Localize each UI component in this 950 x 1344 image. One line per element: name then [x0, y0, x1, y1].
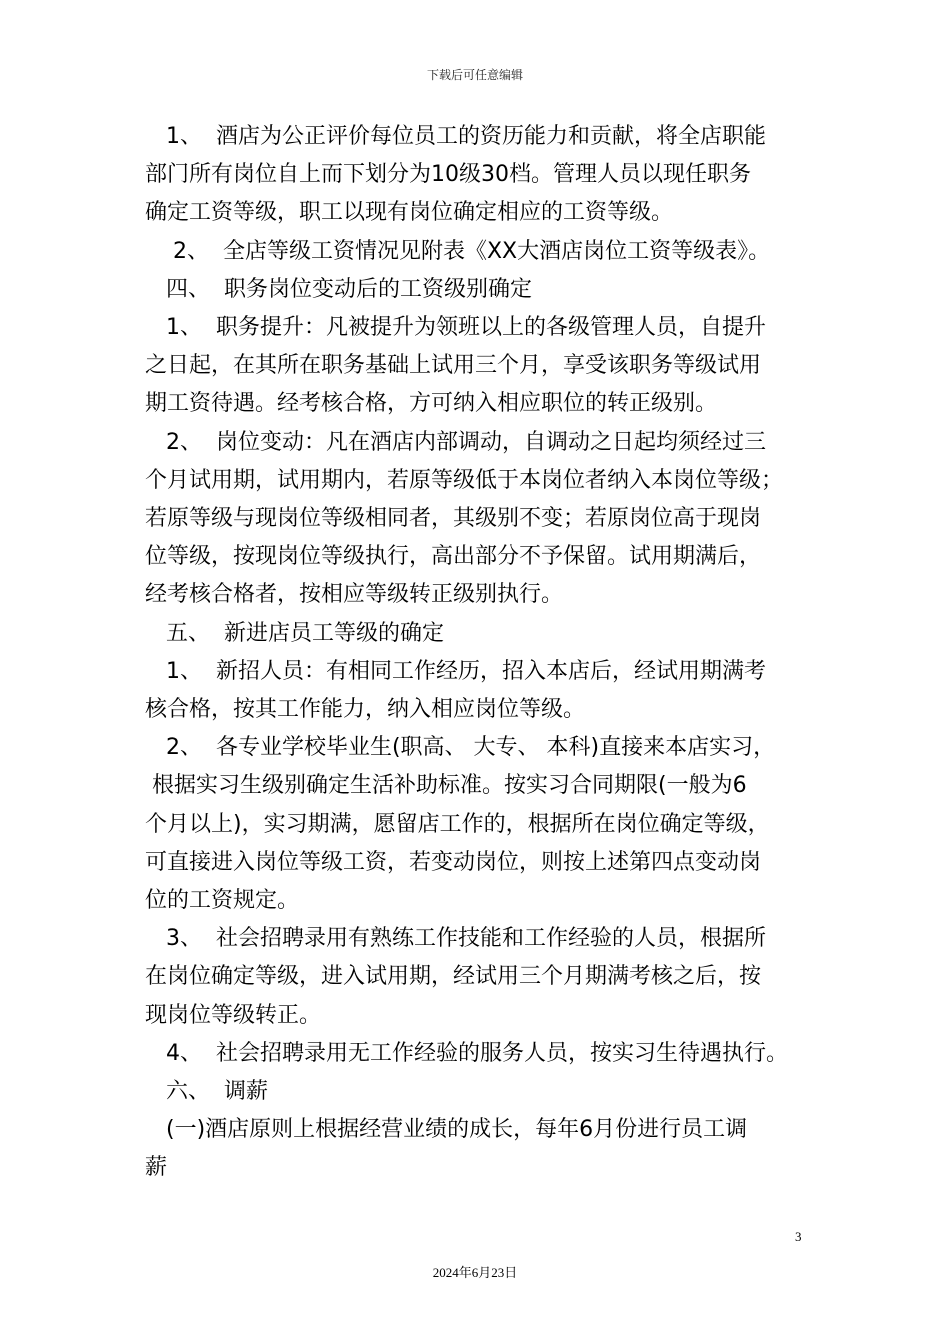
text-line: 核合格，按其工作能力，纳入相应岗位等级。: [145, 697, 586, 723]
text-line: 位等级，按现岗位等级执行，高出部分不予保留。试用期满后，: [145, 544, 762, 570]
section-heading: 五、 新进店员工等级的确定: [145, 620, 444, 646]
text-line: 期工资待遇。经考核合格，方可纳入相应职位的转正级别。: [145, 391, 718, 417]
text-line: 1、 酒店为公正评价每位员工的资历能力和贡献，将全店职能: [145, 124, 766, 149]
text-line: 个月试用期，试用期内，若原等级低于本岗位者纳入本岗位等级；: [145, 467, 784, 493]
text-line: 之日起，在其所在职务基础上试用三个月，享受该职务等级试用: [145, 353, 762, 379]
text-line: 确定工资等级，职工以现有岗位确定相应的工资等级。: [145, 200, 674, 226]
text-line: 可直接进入岗位等级工资，若变动岗位，则按上述第四点变动岗: [145, 849, 762, 875]
page-header: 下载后可任意编辑: [426, 68, 523, 82]
text-line: 2、 岗位变动：凡在酒店内部调动，自调动之日起均须经过三: [145, 429, 766, 455]
section-heading: 六、 调薪: [145, 1079, 268, 1105]
text-line: 若原等级与现岗位等级相同者，其级别不变；若原岗位高于现岗: [145, 506, 762, 532]
page-number: 3: [795, 1229, 802, 1244]
footer-date: 2024年6月23日: [432, 1265, 518, 1280]
text-line: 现岗位等级转正。: [145, 1002, 322, 1028]
document-body: [145, 118, 817, 1188]
text-line: 1、 新招人员：有相同工作经历，招入本店后，经试用期满考: [145, 658, 766, 684]
text-line: 3、 社会招聘录用有熟练工作技能和工作经验的人员，根据所: [145, 926, 766, 952]
text-line: 1、 职务提升：凡被提升为领班以上的各级管理人员，自提升: [145, 315, 766, 341]
text-line: 根据实习生级别确定生活补助标准。按实习合同期限(一般为6: [145, 773, 747, 799]
text-line: 薪: [145, 1155, 168, 1181]
text-line: 个月以上)，实习期满，愿留店工作的，根据所在岗位确定等级，: [145, 811, 770, 837]
text-line: (一)酒店原则上根据经营业绩的成长，每年6月份进行员工调: [145, 1117, 748, 1143]
text-line: 2、 全店等级工资情况见附表《XX大酒店岗位工资等级表》。: [145, 238, 771, 264]
text-line: 在岗位确定等级，进入试用期，经试用三个月期满考核之后，按: [145, 964, 762, 990]
section-heading: 四、 职务岗位变动后的工资级别确定: [145, 276, 532, 302]
text-line: 经考核合格者，按相应等级转正级别执行。: [145, 582, 564, 608]
text-line: 2、 各专业学校毕业生(职高、 大专、 本科)直接来本店实习，: [145, 735, 776, 761]
text-line: 部门所有岗位自上而下划分为10级30档。管理人员以现任职务: [145, 162, 751, 188]
text-line: 位的工资规定。: [145, 888, 300, 914]
text-line: 4、 社会招聘录用无工作经验的服务人员，按实习生待遇执行。: [145, 1040, 788, 1066]
